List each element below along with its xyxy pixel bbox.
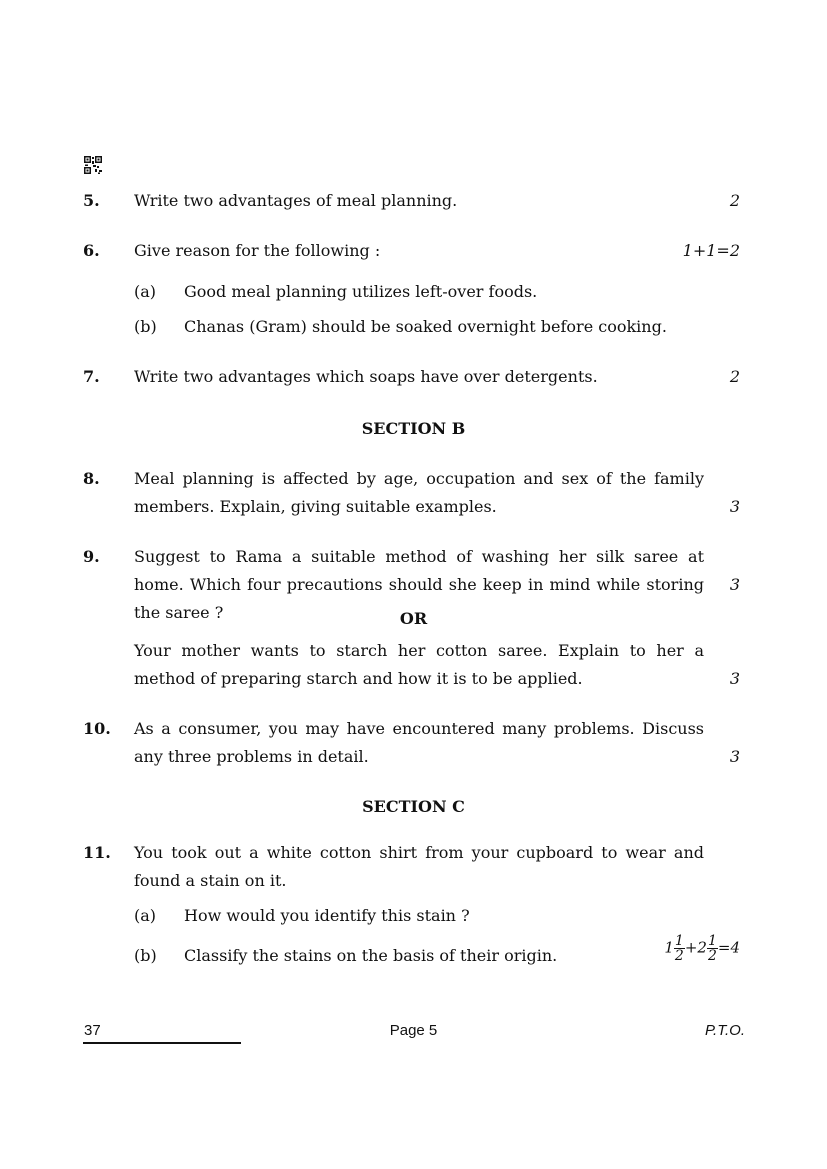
- question-marks-formula: [664, 934, 740, 963]
- question-text: Write two advantages which soaps have over detergents.: [134, 367, 598, 386]
- section-heading: SECTION C: [362, 797, 465, 816]
- question-marks: 3: [729, 497, 740, 516]
- mixed-whole: 1: [664, 938, 674, 957]
- question-marks: 3: [729, 747, 740, 766]
- part-label: (b): [134, 317, 157, 336]
- question-number: 6.: [83, 241, 100, 260]
- footer-divider: [83, 1042, 241, 1044]
- marks-result: =4: [717, 938, 740, 957]
- section-heading: SECTION B: [361, 419, 466, 438]
- question-text: Meal planning is affected by age, occupation and sex of the family members. Explain, giving suitable examples.: [134, 469, 704, 516]
- question-number: 8.: [83, 469, 100, 488]
- part-text: Chanas (Gram) should be soaked overnight before cooking.: [184, 317, 667, 336]
- fraction-denominator: 2: [674, 948, 684, 964]
- pto-label: P.T.O.: [704, 1022, 745, 1039]
- fraction: [674, 934, 685, 963]
- question-number: 5.: [83, 191, 100, 210]
- or-divider: OR: [399, 609, 428, 628]
- fraction: [707, 934, 718, 963]
- question-marks: 3: [729, 575, 740, 594]
- fraction-denominator: 2: [707, 948, 717, 964]
- part-label: (b): [134, 946, 157, 965]
- part-text: Good meal planning utilizes left-over foods.: [184, 282, 538, 301]
- question-marks: 2: [729, 191, 740, 210]
- part-text: Classify the stains on the basis of their origin.: [184, 946, 558, 965]
- part-text: How would you identify this stain ?: [184, 906, 470, 925]
- or-question-marks: 3: [729, 669, 740, 688]
- or-question-text: Your mother wants to starch her cotton saree. Explain to her a method of preparing starch and how it is to be applied.: [134, 641, 704, 688]
- fraction-numerator: 1: [707, 933, 717, 949]
- question-number: 9.: [83, 547, 100, 566]
- question-number: 7.: [83, 367, 100, 386]
- part-label: (a): [134, 282, 157, 301]
- question-number: 10.: [83, 719, 111, 738]
- question-text: Write two advantages of meal planning.: [134, 191, 458, 210]
- page-number: Page 5: [389, 1022, 438, 1039]
- question-text: Suggest to Rama a suitable method of washing her silk saree at home. Which four precautions should she keep in mind while storing the saree ?: [134, 547, 704, 622]
- question-number: 11.: [83, 843, 111, 862]
- paper-code: 37: [84, 1022, 101, 1039]
- plus-operator: +: [684, 938, 698, 957]
- question-text: Give reason for the following :: [134, 241, 381, 260]
- fraction-numerator: 1: [674, 933, 684, 949]
- question-marks: 1+1=2: [682, 241, 740, 260]
- mixed-whole: 2: [697, 938, 707, 957]
- part-label: (a): [134, 906, 157, 925]
- qr-code-icon: [84, 156, 102, 174]
- question-marks: 2: [729, 367, 740, 386]
- question-text: You took out a white cotton shirt from your cupboard to wear and found a stain on it.: [134, 843, 704, 890]
- question-text: As a consumer, you may have encountered many problems. Discuss any three problems in detail.: [134, 719, 704, 766]
